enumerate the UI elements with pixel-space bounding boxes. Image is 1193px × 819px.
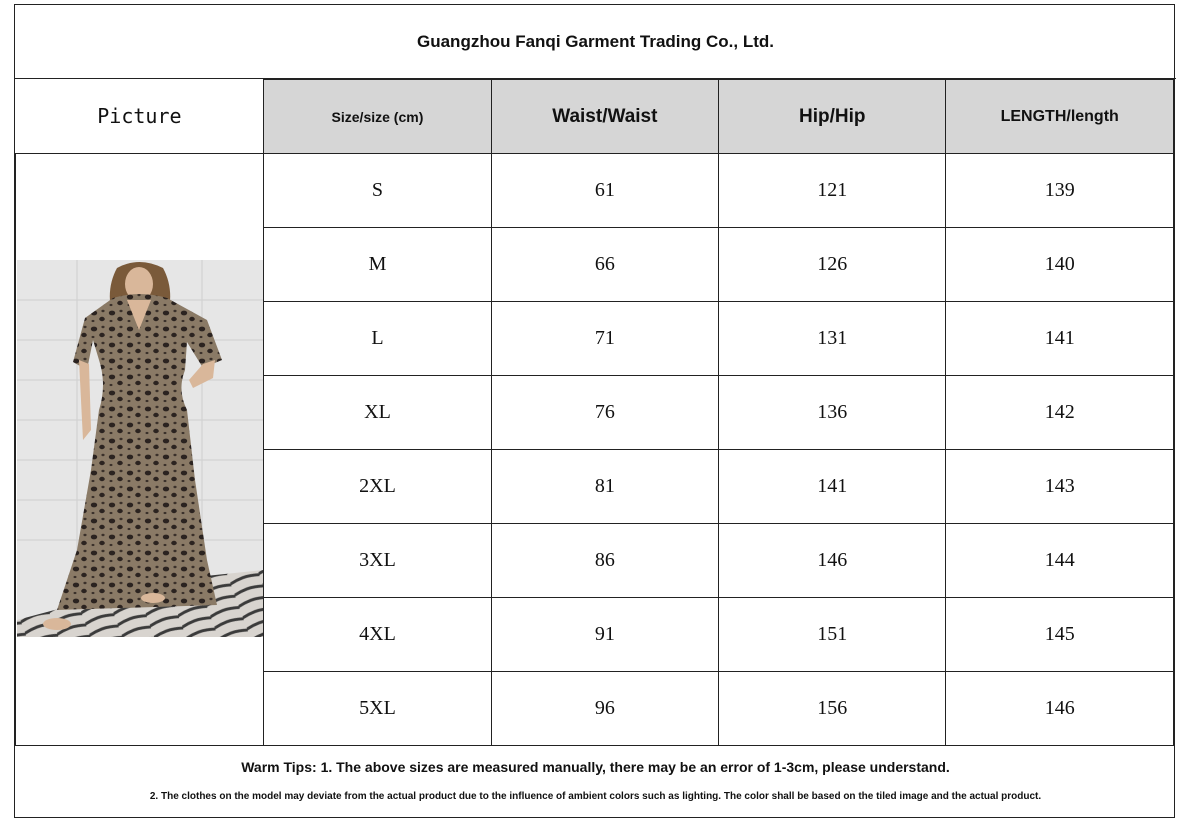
length-cell: 141 [946, 302, 1174, 376]
waist-cell: 76 [491, 376, 718, 450]
picture-header: Picture [16, 80, 264, 154]
hip-cell: 156 [719, 672, 946, 746]
tip-line-1: Warm Tips: 1. The above sizes are measured manually, there may be an error of 1-3cm, please understand. [241, 759, 950, 775]
length-cell: 145 [946, 598, 1174, 672]
size-cell: S [264, 154, 491, 228]
length-cell: 143 [946, 450, 1174, 524]
waist-cell: 96 [491, 672, 718, 746]
tip-line-2: 2. The clothes on the model may deviate from the actual product due to the influence of ambient colors such as lighting. The color shall be based on the tiled image and the actual product. [149, 791, 1042, 802]
hip-cell: 126 [719, 228, 946, 302]
hip-cell: 121 [719, 154, 946, 228]
length-cell: 142 [946, 376, 1174, 450]
model-jumpsuit-illustration [17, 260, 263, 637]
hip-header: Hip/Hip [719, 80, 946, 154]
size-cell: 5XL [264, 672, 491, 746]
size-cell: 3XL [264, 524, 491, 598]
size-cell: M [264, 228, 491, 302]
hip-cell: 131 [719, 302, 946, 376]
size-table [15, 79, 1174, 746]
size-cell: L [264, 302, 491, 376]
waist-cell: 86 [491, 524, 718, 598]
length-header: LENGTH/length [946, 80, 1174, 154]
size-header: Size/size (cm) [264, 80, 491, 154]
length-cell: 139 [946, 154, 1174, 228]
hip-cell: 151 [719, 598, 946, 672]
hip-cell: 141 [719, 450, 946, 524]
hip-cell: 136 [719, 376, 946, 450]
product-picture-cell [16, 154, 264, 746]
size-cell: 4XL [264, 598, 491, 672]
size-cell: XL [264, 376, 491, 450]
company-title: Guangzhou Fanqi Garment Trading Co., Ltd. [15, 5, 1176, 79]
waist-cell: 66 [491, 228, 718, 302]
waist-cell: 71 [491, 302, 718, 376]
product-photo [17, 260, 263, 637]
header-row [16, 80, 1174, 154]
waist-cell: 91 [491, 598, 718, 672]
waist-header: Waist/Waist [491, 80, 718, 154]
length-cell: 146 [946, 672, 1174, 746]
waist-cell: 81 [491, 450, 718, 524]
table-row [16, 154, 1174, 228]
waist-cell: 61 [491, 154, 718, 228]
hip-cell: 146 [719, 524, 946, 598]
warm-tips [15, 745, 1176, 817]
length-cell: 140 [946, 228, 1174, 302]
size-cell: 2XL [264, 450, 491, 524]
size-chart [14, 4, 1175, 818]
length-cell: 144 [946, 524, 1174, 598]
